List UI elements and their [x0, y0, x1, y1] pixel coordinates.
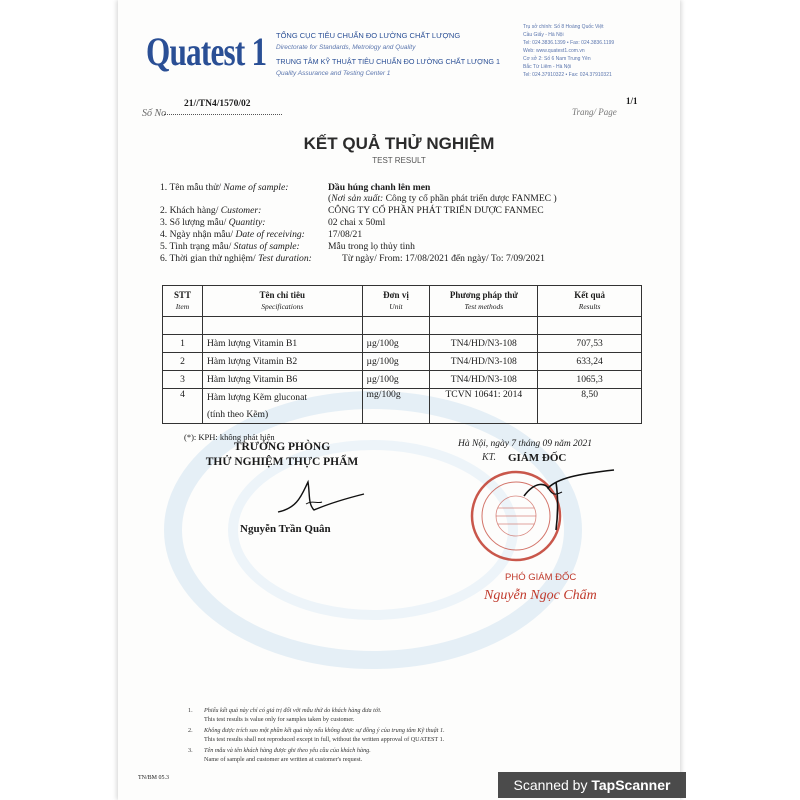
left-signer-name: Nguyễn Trần Quân	[240, 523, 331, 535]
deputy-director-name: Nguyễn Ngọc Chẩm	[484, 588, 597, 603]
director-signature	[518, 466, 618, 536]
sample-name-value: Dầu húng chanh lên men	[328, 182, 431, 193]
footnote-en: This test results shall not reproduced except in full, without the written approval of QUATEST 1.	[204, 736, 445, 743]
org-line-3: TRUNG TÂM KỸ THUẬT TIÊU CHUẨN ĐO LƯỜNG CHẤT LƯỢNG 1	[276, 57, 501, 66]
header-unit: Đơn vị Unit	[362, 286, 430, 317]
test-duration-value: Từ ngày/ From: 17/08/2021 đến ngày/ To: 7/09/2021	[342, 253, 545, 264]
contact-line: Web: www.quatest1.com.vn	[523, 48, 585, 54]
director-title: GIÁM ĐỐC	[508, 452, 567, 464]
document-number-underline	[164, 114, 282, 115]
director-prefix: KT.	[482, 452, 496, 463]
table-row-spacer	[163, 317, 642, 335]
contact-line: Cơ sở 2: Số 6 Nam Trung Yên	[523, 56, 591, 62]
header-method: Phương pháp thử Test methods	[430, 286, 538, 317]
document-subtitle: TEST RESULT	[372, 156, 426, 165]
table-row: 3 Hàm lượng Vitamin B6 µg/100g TN4/HD/N3-108 1065,3	[163, 371, 642, 389]
org-line-4: Quality Assurance and Testing Center 1	[276, 70, 391, 77]
footnote: 2. Không được trích sao một phần kết quả này nếu không được sự đồng ý của trung tâm Kỹ thuật 1.	[188, 727, 445, 734]
table-row: 4 Hàm lượng Kẽm gluconat (tính theo Kẽm) mg/100g TCVN 10641: 2014 8,50	[163, 389, 642, 424]
header-specification: Tên chỉ tiêu Specifications	[202, 286, 362, 317]
footnote: 1. Phiếu kết quả này chỉ có giá trị đối với mẫu thử do khách hàng đưa tới.	[188, 707, 382, 714]
left-signer-title-1: TRƯỞNG PHÒNG	[233, 441, 331, 453]
contact-line: Tel: 024.3836.1399 • Fax: 024.3836.1199	[523, 40, 615, 46]
footnote-en: This test results is value only for samples taken by customer.	[204, 716, 355, 723]
table-row: 1 Hàm lượng Vitamin B1 µg/100g TN4/HD/N3-108 707,53	[163, 335, 642, 353]
left-signature	[268, 474, 368, 522]
page-number: 1/1	[626, 96, 638, 106]
quatest-logo: Quatest 1	[146, 29, 267, 74]
table-row: 2 Hàm lượng Vitamin B2 µg/100g TN4/HD/N3-108 633,24	[163, 353, 642, 371]
footnote-en: Name of sample and customer are written at customer's request.	[204, 756, 363, 763]
contact-line: Trụ sở chính: Số 8 Hoàng Quốc Việt	[523, 24, 604, 30]
customer-value: CÔNG TY CỔ PHẦN PHÁT TRIỂN DƯỢC FANMEC	[328, 205, 544, 216]
left-signer-title-2: THỬ NGHIỆM THỰC PHẨM	[205, 456, 359, 468]
deputy-director-title: PHÓ GIÁM ĐỐC	[505, 572, 577, 583]
contact-line: Bắc Từ Liêm - Hà Nội	[523, 64, 572, 70]
header-stt: STT Item	[163, 286, 203, 317]
form-code: TN/BM 05.3	[138, 775, 170, 781]
contact-line: Cầu Giấy - Hà Nội	[523, 32, 564, 38]
document-number: 21//TN4/1570/02	[184, 99, 251, 109]
signing-date: Hà Nội, ngày 7 tháng 09 năm 2021	[458, 439, 593, 449]
footnote: 3. Tên mẫu và tên khách hàng được ghi theo yêu cầu của khách hàng.	[188, 747, 371, 754]
document-title: KẾT QUẢ THỬ NGHIỆM	[303, 134, 495, 153]
quantity-value: 02 chai x 50ml	[328, 217, 386, 228]
status-value: Mẫu trong lọ thủy tinh	[328, 241, 415, 252]
document-number-label: Số No	[142, 108, 167, 119]
note-kph: (*): KPH: không phát hiện	[184, 432, 275, 442]
header-result: Kết quả Results	[538, 286, 642, 317]
page-label: Trang/ Page	[572, 107, 617, 117]
contact-line: Tel: 024.37910322 • Fax: 024.37910321	[523, 72, 612, 78]
document-page: Quatest 1 TỔNG CỤC TIÊU CHUẨN ĐO LƯỜNG CHẤT LƯỢNG Directorate for Standards, Metrology and Quality TRUNG TÂM KỸ THUẬT TIÊU CHUẨN ĐO LƯỜNG CHẤT LƯỢNG 1 Quality Assurance and Testing Center 1 Trụ sở chính: Số 8 Hoàng Quốc Việt Cầu Giấy - Hà Nội Tel: 024.3836.1399 • Fax: 024.3836.1199 Web: www.quatest1.com.vn Cơ sở 2: Số 6 Nam Trung Yên Bắc Từ Liêm - Hà Nội Tel: 024.37910322 • Fax: 024.37910321 Số No 21//TN4/1570/02 1/1 Trang/ Page KẾT QUẢ THỬ NGHIỆM TEST RESULT 1. Tên mẫu thử/ Name of sample: Dầu húng chanh lên men (Nơi sản xuất: Công ty cổ phần phát triển dược FANMEC ) 2. Khách hàng/ Customer: CÔNG TY CỔ PHẦN PHÁT TRIỂN DƯỢC FANMEC 3. Số lượng mẫu/ Quantity: 02 chai x 50ml 4. Ngày nhận mẫu/ Date of receiving: 17/08/21 5. Tình trạng mẫu/ Status of sample: Mẫu trong lọ thủy tinh 6. Thời gian thử nghiệm/ Test duration: Từ ngày/ From: 17/08/2021 đến ngày/ To: 7/09/2021 STT Item Tên chỉ tiêu Specifications Đơn vị Unit Phương pháp thử Test methods Kết quả Results 1 Hàm lượng Vitamin B1 µg/100g TN4/HD/N3-108 707,53 2 Hàm lượng Vitamin B2 µg/100g TN4/HD/N3-108 633,24 3 Hàm lượng Vitamin B6 µg/100g TN4/HD/N3-108 1065,3 4 Hàm lượng Kẽm gluconat (tính theo Kẽm) mg/100g TCVN 10641: 2014 8,50 (*): KPH: không phát hiện TRƯỞNG PHÒNG THỬ NGHIỆM THỰC PHẨM Nguyễn Trần Quân Hà Nội, ngày 7 tháng 09 năm 2021 KT. GIÁM ĐỐC PHÓ GIÁM ĐỐC Nguyễn Ngọc Chẩm 1. Phiếu kết quả này chỉ có giá trị đối với mẫu thử do khách hàng đưa tới. This test results is value only for samples taken by customer. 2. Không được trích sao một phần kết quả này nếu không được sự đồng ý của trung tâm Kỹ thuật 1. This test results shall not reproduced except in full, without the written approval of QUATEST 1. 3. Tên mẫu và tên khách hàng được ghi theo yêu cầu của khách hàng. Name of sample and customer are written at customer's request. TN/BM 05.3	[118, 0, 680, 800]
scanner-watermark: Scanned by TapScanner	[498, 772, 686, 798]
org-line-2: Directorate for Standards, Metrology and Quality	[276, 44, 416, 51]
org-line-1: TỔNG CỤC TIÊU CHUẨN ĐO LƯỜNG CHẤT LƯỢNG	[276, 31, 461, 40]
date-received-value: 17/08/21	[328, 229, 363, 240]
table-header-row	[163, 286, 642, 317]
results-table	[162, 285, 642, 424]
